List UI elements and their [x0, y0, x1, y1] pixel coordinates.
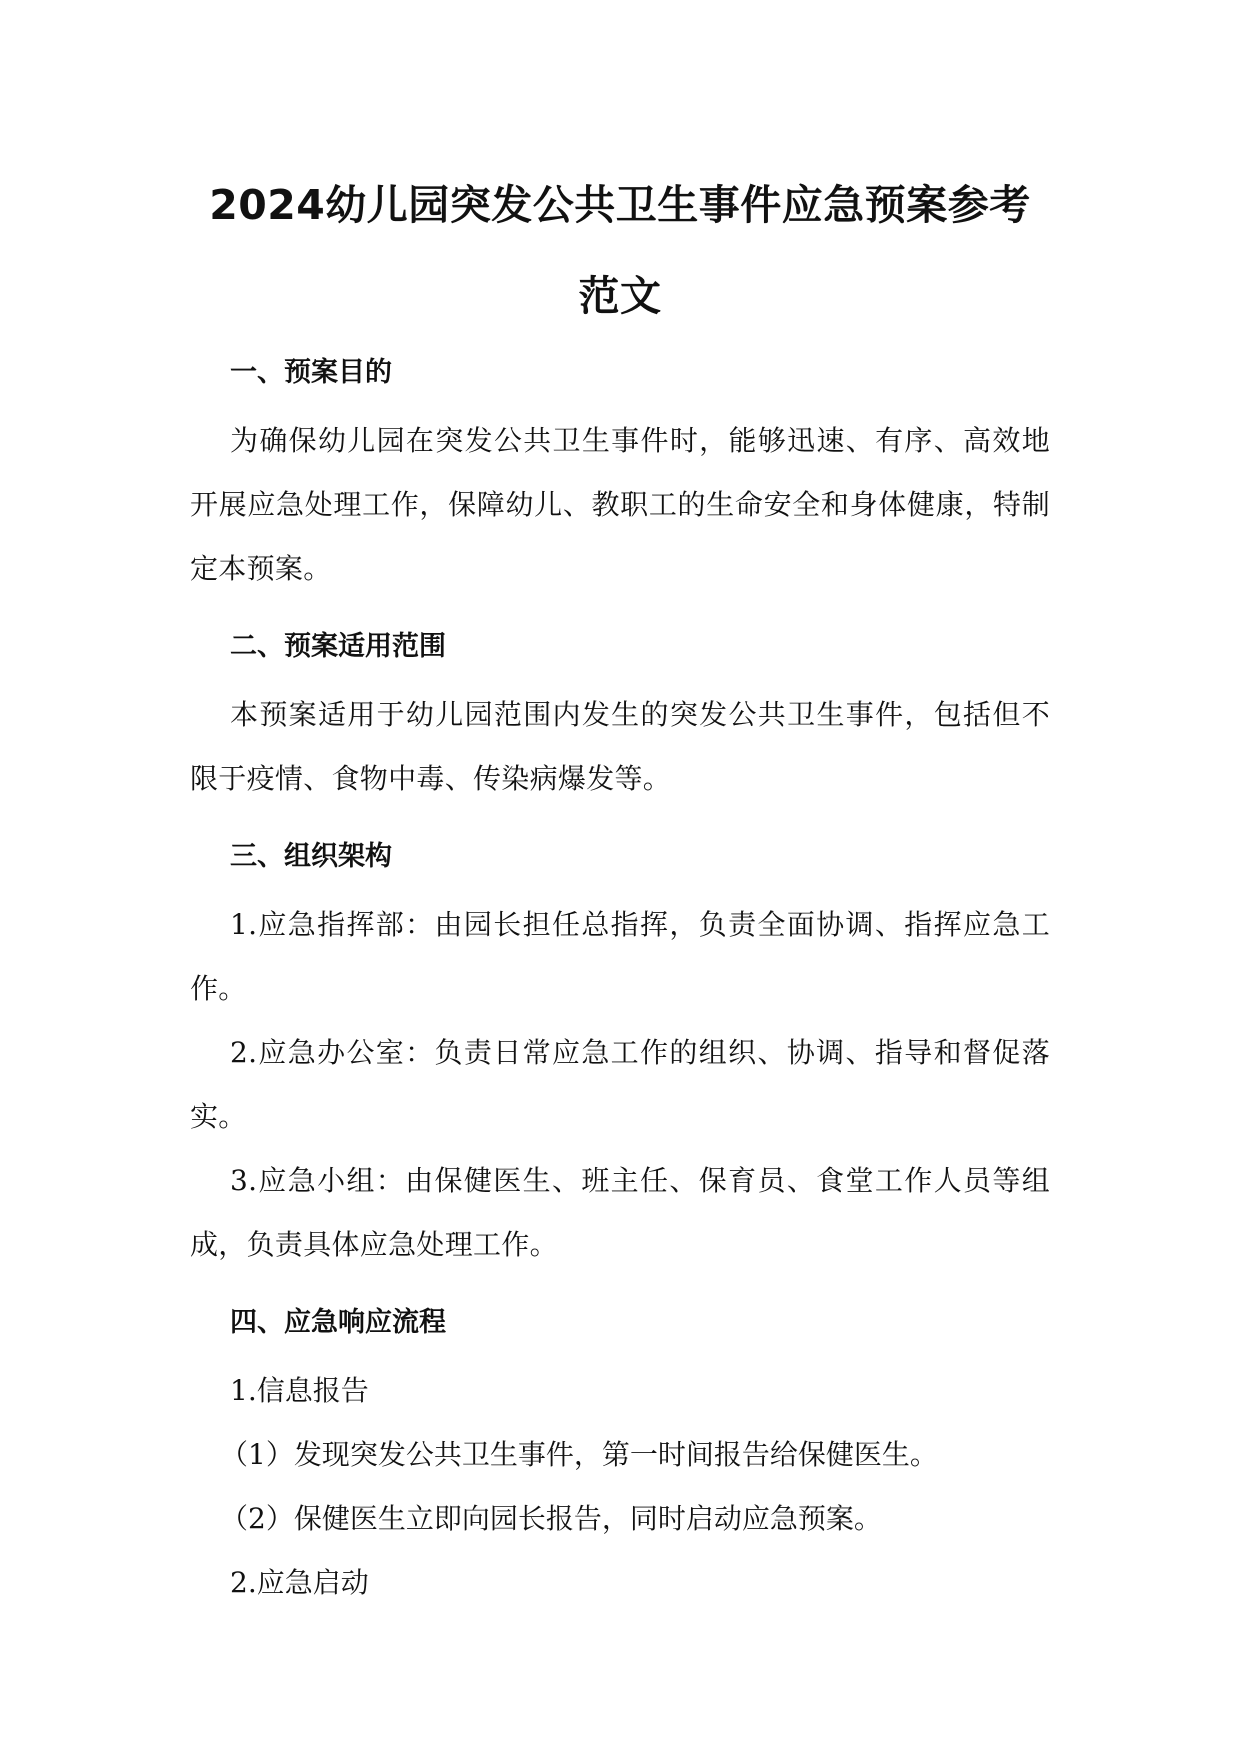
list-item-report-step-2: （2）保健医生立即向园长报告，同时启动应急预案。 — [220, 1502, 882, 1535]
list-item-emergency-start: 2.应急启动 — [230, 1566, 369, 1599]
document-title-line1: 2024幼儿园突发公共卫生事件应急预案参考 — [209, 181, 1031, 229]
section-heading-purpose: 一、预案目的 — [230, 357, 392, 388]
list-item-report-step-1: （1）发现突发公共卫生事件，第一时间报告给保健医生。 — [220, 1438, 938, 1471]
paragraph-scope: 本预案适用于幼儿园范围内发生的突发公共卫生事件，包括但不限于疫情、食物中毒、传染病爆发等。 — [190, 698, 1050, 795]
paragraph-org-command: 1.应急指挥部：由园长担任总指挥，负责全面协调、指挥应急工作。 — [190, 908, 1050, 1005]
document-title-line2: 范文 — [578, 272, 662, 320]
list-item-info-report: 1.信息报告 — [230, 1374, 369, 1407]
section-heading-scope: 二、预案适用范围 — [230, 631, 446, 662]
section-heading-response-flow: 四、应急响应流程 — [230, 1307, 446, 1338]
paragraph-org-office: 2.应急办公室：负责日常应急工作的组织、协调、指导和督促落实。 — [190, 1036, 1050, 1133]
paragraph-org-team: 3.应急小组：由保健医生、班主任、保育员、食堂工作人员等组成，负责具体应急处理工作。 — [190, 1164, 1050, 1261]
paragraph-purpose: 为确保幼儿园在突发公共卫生事件时，能够迅速、有序、高效地开展应急处理工作，保障幼儿、教职工的生命安全和身体健康，特制定本预案。 — [190, 424, 1050, 585]
document-content — [190, 150, 1050, 1615]
section-heading-organization: 三、组织架构 — [230, 841, 392, 872]
